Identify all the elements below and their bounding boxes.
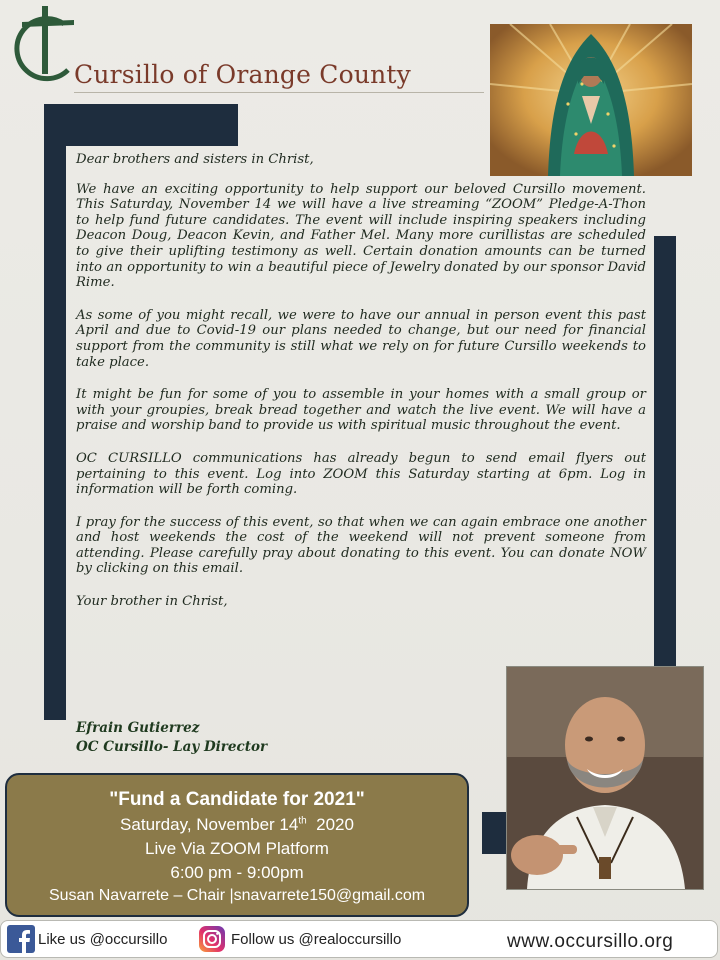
decorative-bar-left [44,104,66,720]
instagram-icon[interactable] [199,926,225,952]
lay-director-photo [506,666,704,890]
event-time: 6:00 pm - 9:00pm [170,863,304,882]
instagram-link[interactable]: Follow us @realoccursillo [231,931,402,948]
event-contact[interactable]: Susan Navarrete – Chair |snavarrete150@gmail.com [48,887,426,904]
facebook-icon[interactable] [7,925,35,953]
letter-paragraph: We have an exciting opportunity to help support our beloved Cursillo movement. This Saturday, November 14 we will have a live streaming “ZOOM” Pledge-A-Thon to help fund future candidates. The event will include inspiring speakers including Deacon Doug, Deacon Kevin, and Father Mel. Many more curillistas are scheduled to give their uplifting testimony as well. Certain donation amounts can be turned into an opportunity to win a beautiful piece of Jewelry donated by our sponsor David Rime. [76,181,646,291]
cursillo-cross-logo-icon [12,4,82,86]
event-date-text: Saturday, November 14 [120,815,299,834]
footer-bar [0,920,718,958]
decorative-bar-top [44,104,238,146]
letter-paragraph: As some of you might recall, we were to have our annual in person event this past April and due to Covid-19 our plans needed to change, but our need for financial support from the community is still what we rely on for future Cursillo weekends to take place. [76,307,646,370]
event-date-suffix: th [298,815,307,827]
event-title: "Fund a Candidate for 2021" [109,789,365,810]
event-date-year: 2020 [316,815,354,834]
letter-body [76,152,646,627]
website-link[interactable]: www.occursillo.org [507,931,674,952]
letter-closing: Your brother in Christ, [76,594,228,610]
signature-name: Efrain Gutierrez [76,720,200,736]
event-info-box [5,773,469,917]
letter-paragraph: I pray for the success of this event, so that when we can again embrace one another and host weekends the cost of the weekend will not prevent someone from attending. Please carefully pray about donating to this event. You can donate NOW by clicking on this email. [76,514,646,577]
letter-greeting: Dear brothers and sisters in Christ, [76,152,314,167]
letter-paragraph: OC CURSILLO communications has already begun to send email flyers out pertaining to this event. Log into ZOOM this Saturday starting at 6pm. Log in information will be forth coming. [76,450,646,498]
event-date [7,815,467,835]
event-platform: Live Via ZOOM Platform [145,839,329,858]
signature-title: OC Cursillo- Lay Director [76,739,268,755]
org-title: Cursillo of Orange County [74,60,411,89]
decorative-bar-right [654,236,676,740]
letter-paragraph: It might be fun for some of you to assemble in your homes with a small group or with your groupies, break bread together and watch the live event. We will have a praise and worship band to provide us with spiritual music throughout the event. [76,387,646,434]
title-divider [74,92,484,93]
facebook-link[interactable]: Like us @occursillo [38,931,168,948]
